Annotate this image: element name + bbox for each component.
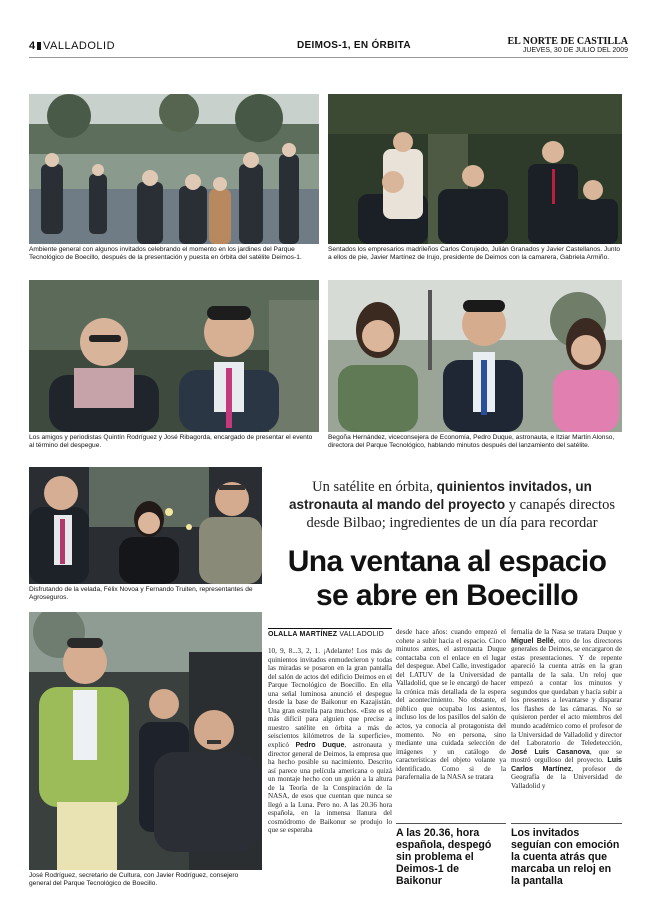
column-3-text-a: fernalia de la Nasa se tratara Duque y — [511, 628, 622, 636]
series-title: DEIMOS-1, EN ÓRBITA — [297, 40, 411, 51]
article-column-3 — [511, 628, 622, 820]
caption-seated-businessmen: Sentados los empresarios madrileños Carlos Corujedo, Julián Granados y Javier Castellanos. Junto a ellos de pie, Javier Martínez de Irujo, presidente de Deimos con la camarera, Gabriela Armiño. — [328, 246, 621, 262]
byline-author: OLALLA MARTÍNEZ — [268, 631, 338, 638]
article-kicker — [282, 478, 622, 532]
caption-officials: José Rodríguez, secretario de Cultura, con Javier Rodríguez, consejero general del Parque Tecnológico de Boecillo. — [29, 872, 239, 888]
newspaper-masthead: EL NORTE DE CASTILLA — [507, 36, 628, 47]
caption-evening-guests: Disfrutando de la velada, Félix Novoa y Fernando Truiten, representantes de Agroseguros. — [29, 586, 253, 602]
column-1-text-a: 10, 9, 8...3, 2, 1. ¡Adelante! Los más de quinientos invitados enmudecieron y todas las miradas se posaron en la gran pantalla del salón de actos del edificio Deimos en el Parque Tecnológico de Boecillo. En ella una señal luminosa anunció el despegue desde la base de Baikonur en Kazajistán. Una gran estrella para muchos. «Este es el más difícil para alguien que precise a nuestro satélite en órbita a más de seiscientos kilómetros de la superficie», explicó — [268, 647, 392, 750]
kicker-text-3: y canapés directos desde Bilbao; ingredientes de un día para recordar — [306, 497, 615, 531]
column-1-name: Pedro Duque — [295, 741, 345, 750]
page-header — [29, 38, 628, 58]
issue-date: JUEVES, 30 DE JULIO DEL 2009 — [522, 47, 628, 54]
kicker-text-2: quinientos invitados, un astronauta al mando del proyecto — [289, 479, 592, 512]
article-column-2 — [396, 628, 506, 820]
kicker-text-1: Un satélite en órbita, — [312, 479, 437, 495]
article-column-1 — [268, 647, 392, 897]
column-3-text-d: , profesor de Geografía de la Universidad de Valladolid y — [511, 764, 622, 790]
photo-officials — [29, 612, 262, 870]
pull-quote-launch-time: A las 20.36, hora española, despegó sin problema el Deimos-1 de Baikonur — [396, 823, 506, 887]
article-byline — [268, 628, 392, 638]
photo-garden-crowd — [29, 94, 319, 244]
section-name: VALLADOLID — [43, 40, 116, 52]
photo-evening-guests — [29, 467, 262, 584]
column-2-text: desde hace años: cuando empezó el cohete a subir hacia el espacio. Cinco minutos antes, el astronauta Duque contactaba con el enlace en el lugar del despegue. Abel Calle, investigador del LATUV de la Universidad de Valladolid, que se le encargó de hacer la crónica más detallada de la espera del acontecimiento. No obstante, el público que ocupaba los asientos, incluso los de los pasillos del salón de actos, ya conocía al protagonista del momento. No en persona, sino mediante una cuidada selección de imágenes y un catálogo de características del objeto volante ya identificado. Como si de la parafernalia de la NASA se tratara — [396, 628, 506, 782]
column-3-text-b: , otro de los directores generales de Deimos, se encargaron de estas presentaciones. Y de repente apareció la cuenta atrás en la gran pantalla de la sala. Un reloj que empezó a contar los minutos y segundos que quedaban y hacía subir a los presentes a levantarse y disparar los flashes de las cámaras. No se quisieron perder el acto miembros del mundo académico como el profesor de la Universidad de Valladolid y director del Laboratorio de Teledetección, — [511, 636, 622, 748]
column-3-name-2: José Luis Casanova — [511, 747, 590, 756]
photo-seated-businessmen — [328, 94, 622, 244]
article-headline: Una ventana al espacio se abre en Boecillo — [287, 545, 607, 612]
caption-astronaut-group: Begoña Hernández, viceconsejera de Economía, Pedro Duque, astronauta, e Itziar Martín Alonso, directora del Parque Tecnológico, hablando minutos después del lanzamiento del satélite. — [328, 434, 615, 450]
column-3-name-1: Miguel Bellé — [511, 636, 554, 645]
photo-astronaut-group — [328, 280, 622, 432]
column-3-text-c: , que se mostró orgulloso del proyecto. — [511, 747, 622, 765]
pull-quote-countdown: Los invitados seguían con emoción la cuenta atrás que marcaba un reloj en la pantalla — [511, 823, 622, 887]
byline-location: VALLADOLID — [339, 631, 385, 638]
photo-journalists — [29, 280, 319, 432]
caption-journalists: Los amigos y periodistas Quintín Rodríguez y José Ribagorda, encargado de presentar el evento al término del despegue. — [29, 434, 313, 450]
caption-garden-crowd: Ambiente general con algunos invitados celebrando el momento en los jardines del Parque Tecnológico de Boecillo, después de la presentación y puesta en órbita del satélite Deimos-1. — [29, 246, 302, 262]
column-1-text-b: , astronauta y director general de Deimos, la empresa que ha hecho posible su nacimiento. Descrito así parece una película americana o quizá un montaje hecho con un guión a la altura de la Teoría de la Conspiración de la NASA, de esos que cuentan que nunca se llegó a la Luna. Pero no. A las 20.36 hora española, en la inmensa llanura del cosmódromo de Baikonur se produjo lo que se esperaba — [268, 741, 392, 835]
page-number: 4 — [29, 40, 36, 52]
column-3-name-3: Luis Carlos Martínez — [511, 756, 622, 773]
